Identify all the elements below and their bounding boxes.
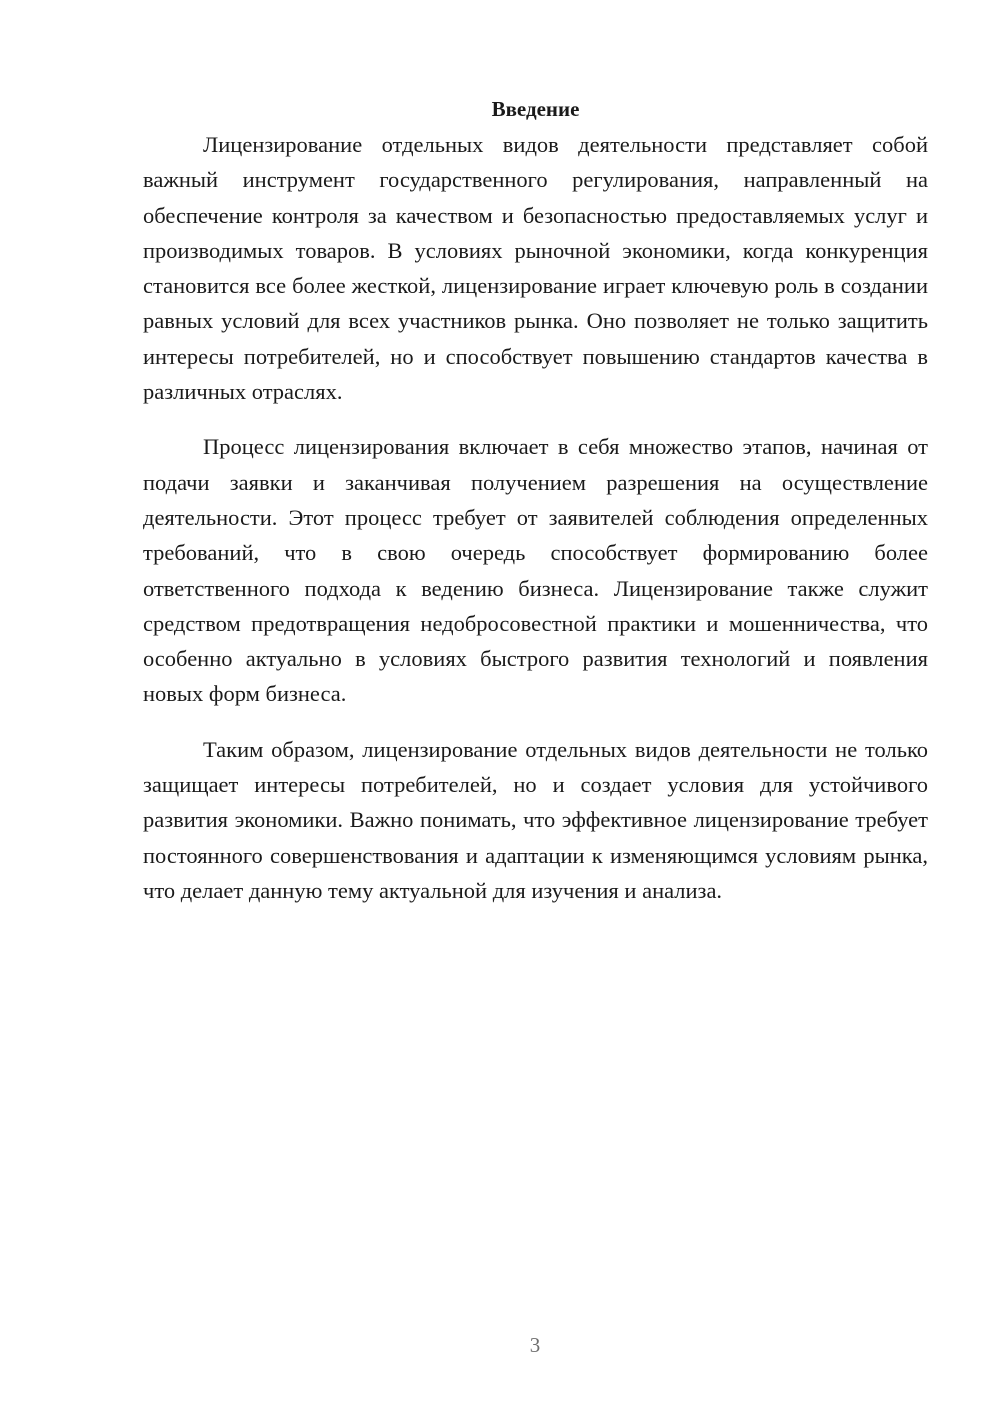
page-content: [143, 92, 928, 928]
paragraph-2: Процесс лицензирования включает в себя множество этапов, начиная от подачи заявки и заканчивая получением разрешения на осуществление деятельности. Этот процесс требует от заявителей соблюдения определенных требований, что в свою очередь способствует формированию более ответственного подхода к ведению бизнеса. Лицензирование также служит средством предотвращения недобросовестной практики и мошенничества, что особенно актуально в условиях быстрого развития технологий и появления новых форм бизнеса.: [143, 434, 928, 707]
page-number: 3: [529, 1333, 541, 1357]
paragraph-3: Таким образом, лицензирование отдельных видов деятельности не только защищает интересы потребителей, но и создает условия для устойчивого развития экономики. Важно понимать, что эффективное лицензирование требует постоянного совершенствования и адаптации к изменяющимся условиям рынка, что делает данную тему актуальной для изучения и анализа.: [143, 736, 928, 903]
section-title: Введение: [491, 97, 580, 121]
paragraph-1: Лицензирование отдельных видов деятельности представляет собой важный инструмент государственного регулирования, направленный на обеспечение контроля за качеством и безопасностью предоставляемых услуг и производимых товаров. В условиях рыночной экономики, когда конкуренция становится все более жесткой, лицензирование играет ключевую роль в создании равных условий для всех участников рынка. Оно позволяет не только защитить интересы потребителей, но и способствует повышению стандартов качества в различных отраслях.: [143, 132, 928, 405]
